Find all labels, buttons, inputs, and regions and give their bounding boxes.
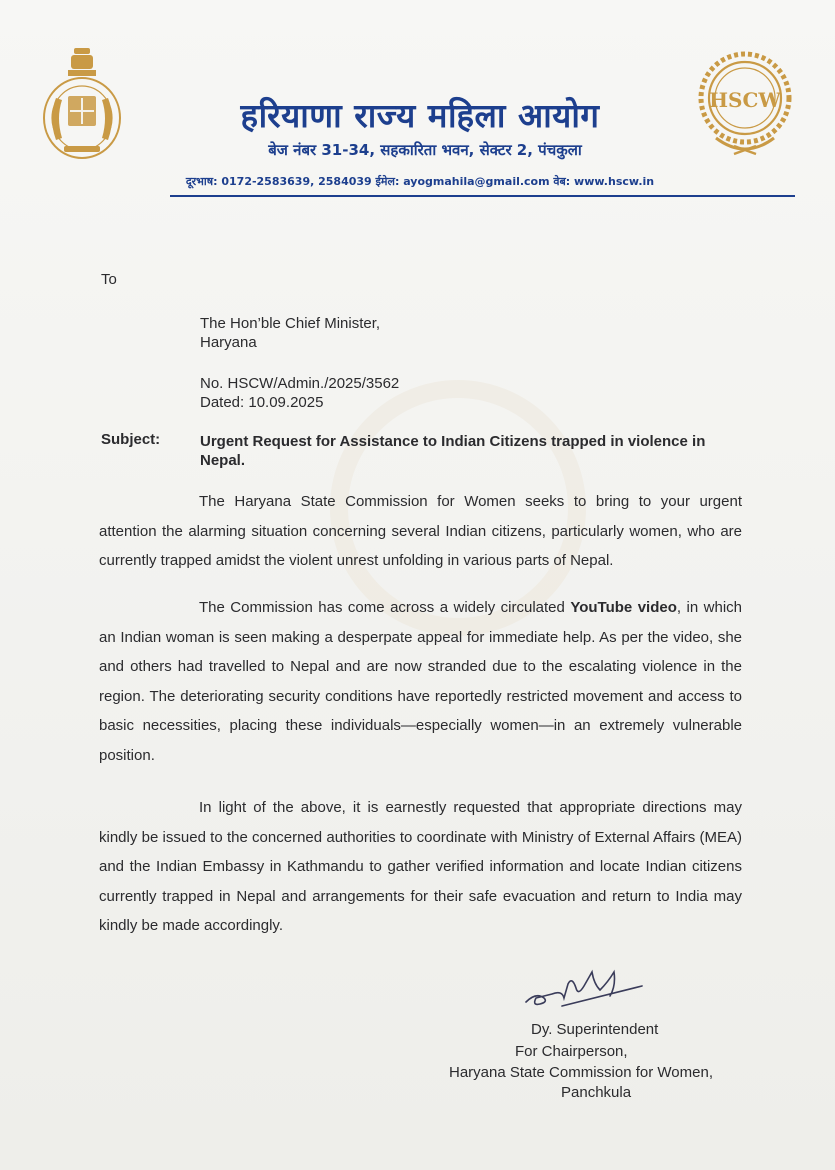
subject-label: Subject: [101,431,161,448]
signatory-designation: Dy. Superintendent [531,1021,659,1038]
paragraph-3-text: In light of the above, it is earnestly requested that appropriate directions may kindly be issued to the concerned authorities to coordinate with Ministry of External Affairs (MEA) and the Indian Embassy in Kathmandu to gather verified information and locate Indian citizens currently trapped in Nepal and arrangements for their safe evacuation and return to India may kindly be made accordingly. [99,799,742,934]
signatory-place: Panchkula [561,1084,632,1101]
paragraph-2-text-start: The Commission has come across a widely circulated [199,599,571,616]
recipient-line-1: The Hon’ble Chief Minister, [200,315,381,332]
letterhead-address: बेज नंबर 31-34, सहकारिता भवन, सेक्टर 2, पंचकुला [268,141,582,159]
handwritten-signature [522,962,650,1012]
hscw-emblem-letters: HSCW [709,88,781,112]
recipient-line-2: Haryana [200,334,257,351]
letterhead-title: हरियाणा राज्य महिला आयोग [240,96,600,135]
reference-number: No. HSCW/Admin./2025/3562 [200,375,400,392]
youtube-video-emphasis: YouTube video [570,599,677,616]
body-paragraph-3 [99,793,742,941]
body-paragraph-2 [99,593,742,770]
subject-text: Urgent Request for Assistance to Indian Citizens trapped in violence in Nepal. [200,433,706,469]
body-paragraph-1 [99,487,742,576]
letter-date: Dated: 10.09.2025 [200,394,324,411]
haryana-state-emblem-icon [38,42,126,164]
hscw-emblem-icon [694,50,796,162]
paragraph-1-text: The Haryana State Commission for Women seeks to bring to your urgent attention the alarming situation concerning several Indian citizens, particularly women, who are currently trapped amidst the violent unrest unfolding in various parts of Nepal. [99,493,742,569]
letterhead-divider [170,195,795,197]
letterhead-contact: दूरभाष: 0172-2583639, 2584039 ईमेल: ayogmahila@gmail.com वेब: www.hscw.in [185,175,655,188]
paragraph-2-text-end: , in which an Indian woman is seen making a desperpate appeal for immediate help. As per the video, she and others had travelled to Nepal and are now stranded due to the escalating violence in the region. The deteriorating security conditions have reportedly restricted movement and access to basic necessities, placing these individuals—especially women—in an extremely vulnerable position. [99,599,743,764]
signatory-for-line: For Chairperson, [515,1043,628,1060]
salutation-to: To [101,271,117,288]
signatory-organization: Haryana State Commission for Women, [449,1064,713,1081]
